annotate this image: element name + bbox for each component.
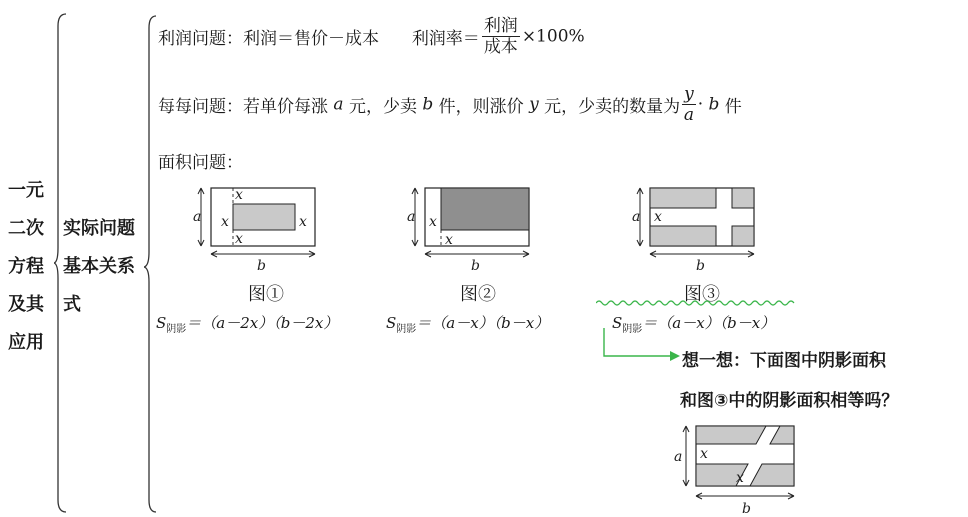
profit-rate-tail: ×100% [521, 26, 585, 47]
per-unit-text: 元，少卖的数量为 [538, 97, 681, 117]
label-x: x [654, 209, 662, 225]
wavy-underline [596, 298, 798, 308]
per-unit-text: 每每问题：若单价每涨 [158, 97, 334, 117]
chapter-title [8, 172, 56, 362]
variable-b: b [708, 94, 720, 115]
fraction-denominator: a [683, 105, 694, 125]
section-title-line: 实际问题 [63, 218, 135, 239]
label-a: a [193, 209, 202, 225]
area-label: 面积问题： [158, 153, 243, 173]
formula-text: ＝（a－x）（b－x） [642, 314, 776, 332]
label-x: x [299, 214, 307, 230]
section-title-line: 基本关系 [63, 256, 135, 277]
figure-2-caption: 图② [460, 284, 496, 305]
label-a: a [407, 209, 416, 225]
profit-label: 利润问题：利润＝售价－成本 [158, 29, 379, 49]
formula-text: ＝（a－x）（b－x） [416, 314, 550, 332]
comparison-figure [670, 420, 800, 517]
chapter-title-line: 一元 [8, 180, 44, 201]
label-x: x [700, 446, 708, 462]
chapter-title-line: 应用 [8, 332, 44, 353]
variable-a: a [333, 94, 344, 115]
figure-1-diagram [193, 184, 323, 272]
per-unit-text: 件 [719, 97, 742, 117]
green-arrow [598, 328, 682, 364]
label-b: b [471, 258, 480, 272]
formula-text: ＝（a－2x）（b－2x） [186, 314, 339, 332]
think-question-line-2: 和图③中的阴影面积相等吗？ [680, 391, 899, 411]
figure-3-diagram [632, 184, 762, 272]
chapter-title-line: 二次 [8, 218, 44, 239]
quantity-fraction [682, 84, 696, 125]
label-x: x [221, 214, 229, 230]
label-x: x [235, 231, 243, 247]
profit-rate-fraction [482, 16, 520, 57]
label-a: a [632, 209, 641, 225]
s-subscript: 阴影 [622, 324, 643, 335]
figure-2-formula [386, 312, 549, 335]
figure-3-caption: 图③ [684, 284, 720, 305]
label-x: x [235, 187, 243, 203]
chapter-title-line: 及其 [8, 294, 44, 315]
per-unit-text: · [697, 94, 709, 115]
per-unit-text: 元，少卖 [343, 97, 423, 117]
s-subscript: 阴影 [396, 324, 417, 335]
profit-line [158, 16, 585, 57]
per-unit-text: 件，则涨价 [433, 97, 530, 117]
figure-2-diagram [407, 184, 537, 272]
per-unit-line [158, 84, 742, 125]
think-question-line-1: 想一想：下面图中阴影面积 [682, 351, 886, 371]
label-x: x [445, 232, 453, 248]
profit-rate-label: 利润率＝ [411, 29, 480, 49]
figure-1-caption: 图① [248, 284, 284, 305]
label-a: a [674, 449, 683, 465]
fraction-numerator: y [684, 84, 694, 104]
label-b: b [696, 258, 705, 272]
section-title [63, 210, 147, 324]
section-title-line: 式 [63, 294, 81, 315]
figure-1-formula [156, 312, 338, 335]
fraction-numerator: 利润 [483, 16, 518, 36]
fraction-denominator: 成本 [483, 37, 518, 57]
label-b: b [742, 501, 751, 517]
chapter-title-line: 方程 [8, 256, 44, 277]
s-subscript: 阴影 [166, 324, 187, 335]
label-x: x [429, 214, 437, 230]
label-b: b [257, 258, 266, 272]
s-symbol: S [612, 314, 623, 332]
variable-y: y [529, 94, 539, 115]
s-symbol: S [156, 314, 167, 332]
s-symbol: S [386, 314, 397, 332]
variable-b: b [422, 94, 434, 115]
label-x: x [736, 470, 744, 486]
